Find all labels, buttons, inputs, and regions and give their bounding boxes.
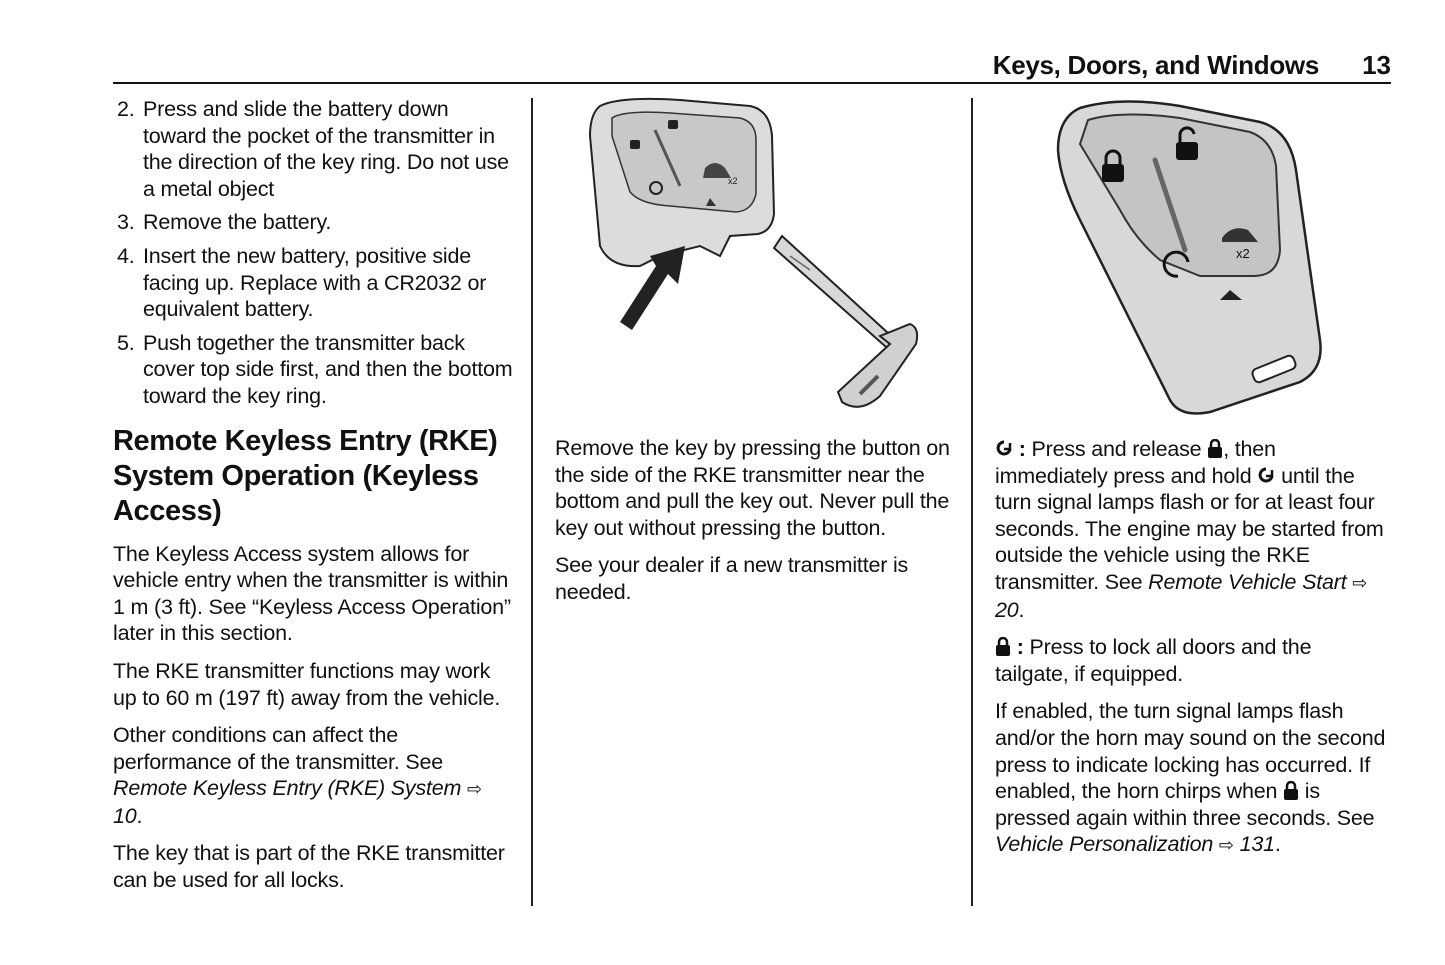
unlock-icon [668, 120, 678, 129]
transmitter-illustration [1040, 100, 1340, 415]
column-divider [971, 98, 973, 906]
step-number: 3. [117, 210, 135, 235]
lock-icon [1283, 781, 1299, 801]
x2-label: x2 [1236, 246, 1250, 261]
x2-label: x2 [728, 176, 738, 186]
page-number: 13 [1362, 50, 1391, 80]
step-list [113, 96, 513, 410]
mechanical-key [774, 236, 917, 407]
page-arrow-icon: ⇨ [1352, 572, 1368, 593]
paragraph: : Press and release , then immediately press and hold until the turn signal lamps flash or for at least four seconds. The engine may be started from outside the vehicle using the RKE transmitter. See Remote Vehicle Start ⇨ 20. [995, 437, 1384, 622]
step-text: Remove the battery. [143, 210, 332, 235]
paragraph: See your dealer if a new transmitter is needed. [555, 553, 909, 604]
step-text: Push together the transmitter back cover top side first, and then the bottom toward the key ring. [143, 330, 513, 408]
list-item [113, 96, 513, 202]
cross-reference-page[interactable]: 20 [995, 597, 1019, 622]
cross-reference-page[interactable]: 10 [113, 803, 137, 828]
left-column [113, 96, 513, 905]
paragraph: The RKE transmitter functions may work up to 60 m (197 ft) away from the vehicle. [113, 658, 501, 710]
step-number: 5. [117, 330, 135, 355]
paragraph: If enabled, the turn signal lamps flash and/or the horn may sound on the second press to indicate locking has occurred. If enabled, the horn chirps when is pressed again within three seconds. See Vehicle Personalization ⇨ 131. [995, 699, 1386, 857]
remote-start-icon [995, 439, 1013, 459]
cross-reference-page[interactable]: 131 [1239, 832, 1275, 857]
section-title: Keys, Doors, and Windows [992, 50, 1319, 80]
cross-reference-link[interactable]: Vehicle Personalization [995, 832, 1214, 857]
paragraph: The key that is part of the RKE transmitter can be used for all locks. [113, 841, 505, 893]
page-arrow-icon: ⇨ [467, 779, 482, 800]
paragraph: : Press to lock all doors and the tailgate, if equipped. [995, 635, 1312, 686]
cross-reference-link[interactable]: Remote Keyless Entry (RKE) System [113, 776, 462, 801]
remote-start-icon [1257, 466, 1275, 486]
list-item [113, 330, 513, 410]
transmitter-fob [590, 99, 774, 266]
step-text: Insert the new battery, positive side facing up. Replace with a CR2032 or equivalent battery. [143, 243, 487, 322]
key-removal-illustration [560, 96, 960, 416]
step-text: Press and slide the battery down toward the pocket of the transmitter in the direction of the key ring. Do not use a metal object [143, 97, 509, 201]
right-column [995, 436, 1390, 870]
section-heading: Remote Keyless Entry (RKE) System Operation (Keyless Access) [113, 424, 498, 527]
middle-column [555, 435, 950, 617]
lock-icon [630, 140, 640, 149]
transmitter-fob [1058, 101, 1321, 413]
lock-icon [1207, 439, 1223, 459]
list-item [113, 243, 513, 323]
step-number: 2. [117, 97, 135, 121]
lock-icon [995, 637, 1011, 657]
step-number: 4. [117, 243, 135, 268]
list-item [113, 209, 513, 236]
paragraph: Remove the key by pressing the button on the side of the RKE transmitter near the bottom and pull the key out. Never pull the key out without pressing the button. [555, 436, 950, 540]
paragraph: The Keyless Access system allows for vehicle entry when the transmitter is within 1 m (3 ft). See “Keyless Access Operation” later in this section. [113, 541, 511, 646]
page-header [113, 48, 1391, 84]
page-arrow-icon: ⇨ [1218, 835, 1234, 856]
paragraph: Other conditions can affect the performance of the transmitter. See Remote Keyless Entry (RKE) System ⇨ 10. [113, 723, 482, 828]
cross-reference-link[interactable]: Remote Vehicle Start [1148, 569, 1347, 594]
column-divider [531, 98, 533, 906]
